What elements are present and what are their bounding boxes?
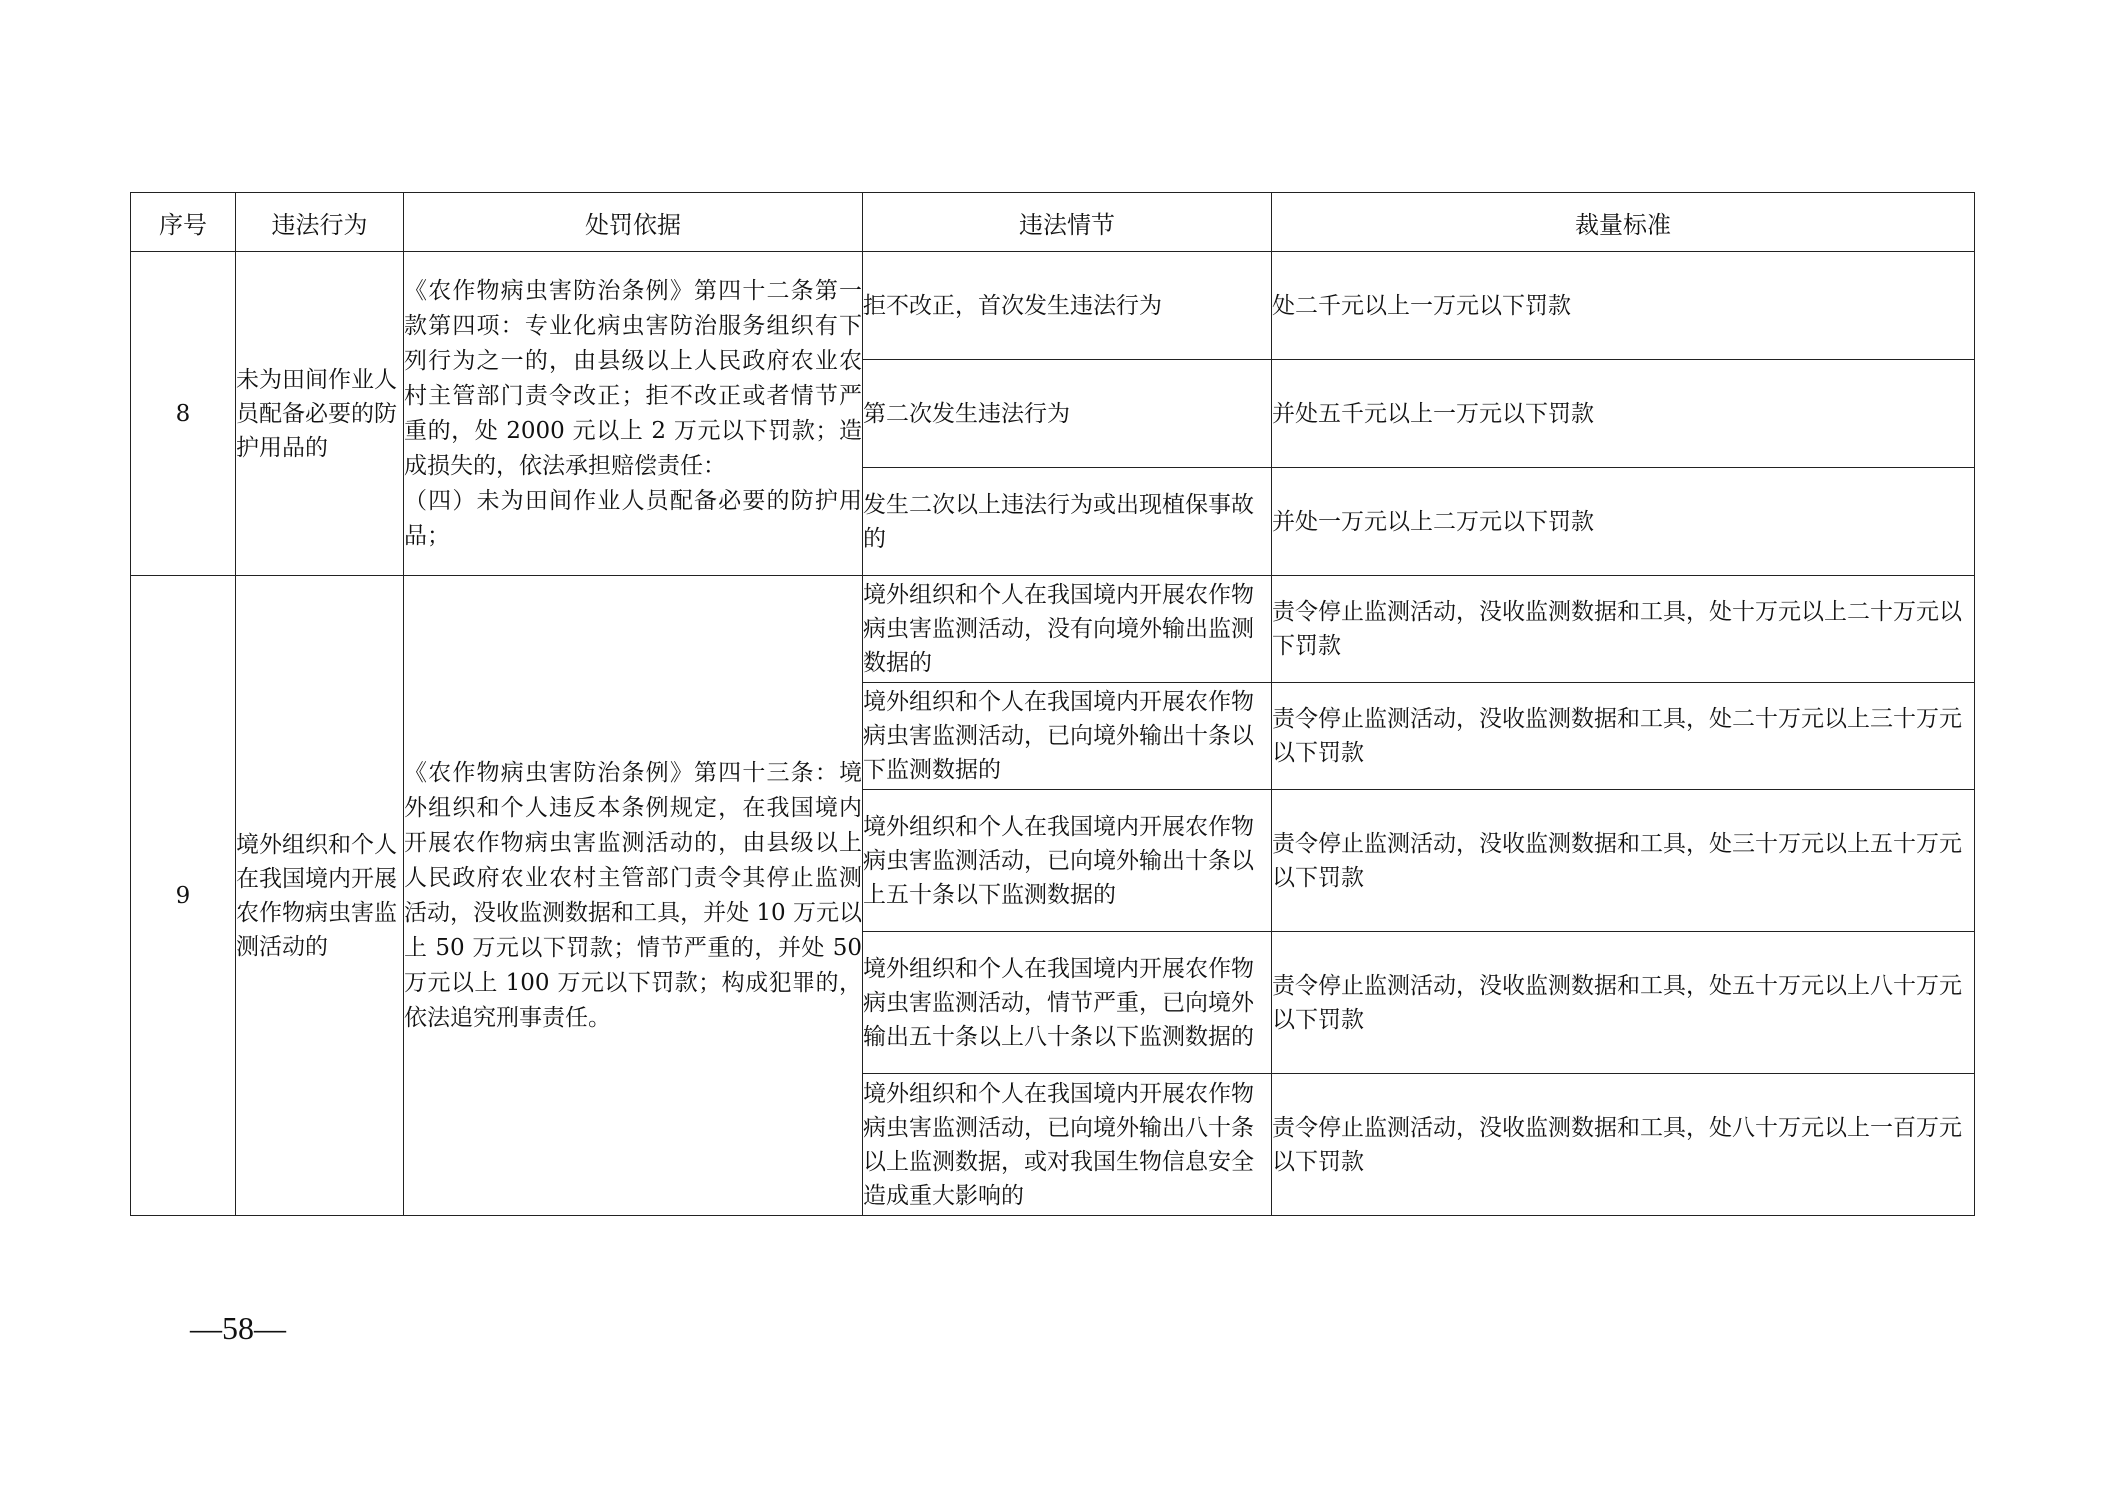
page-number: —58— <box>190 1310 286 1346</box>
standard-cell: 处二千元以上一万元以下罚款 <box>1272 252 1975 360</box>
circumstance-cell: 境外组织和个人在我国境内开展农作物病虫害监测活动，情节严重，已向境外输出五十条以上八十条以下监测数据的 <box>863 932 1272 1074</box>
header-circumstance: 违法情节 <box>863 193 1272 252</box>
penalty-basis <box>404 252 863 576</box>
standard-cell: 责令停止监测活动，没收监测数据和工具，处八十万元以上一百万元以下罚款 <box>1272 1074 1975 1216</box>
header-act: 违法行为 <box>236 193 404 252</box>
table-row <box>131 576 1975 683</box>
row-number: 8 <box>131 252 236 576</box>
standard-cell: 责令停止监测活动，没收监测数据和工具，处五十万元以上八十万元以下罚款 <box>1272 932 1975 1074</box>
circumstance-cell: 发生二次以上违法行为或出现植保事故的 <box>863 468 1272 576</box>
header-row <box>131 193 1975 252</box>
standard-cell: 责令停止监测活动，没收监测数据和工具，处二十万元以上三十万元以下罚款 <box>1272 683 1975 790</box>
header-basis: 处罚依据 <box>404 193 863 252</box>
header-no: 序号 <box>131 193 236 252</box>
circumstance-cell: 境外组织和个人在我国境内开展农作物病虫害监测活动，已向境外输出八十条以上监测数据，或对我国生物信息安全造成重大影响的 <box>863 1074 1272 1216</box>
header-standard: 裁量标准 <box>1272 193 1975 252</box>
violation-act: 未为田间作业人员配备必要的防护用品的 <box>236 252 404 576</box>
penalty-table <box>130 192 1975 1216</box>
circumstance-cell: 境外组织和个人在我国境内开展农作物病虫害监测活动，已向境外输出十条以下监测数据的 <box>863 683 1272 790</box>
circumstance-cell: 第二次发生违法行为 <box>863 360 1272 468</box>
standard-cell: 并处一万元以上二万元以下罚款 <box>1272 468 1975 576</box>
basis-text: 《农作物病虫害防治条例》第四十二条第一款第四项：专业化病虫害防治服务组织有下列行为之一的，由县级以上人民政府农业农村主管部门责令改正；拒不改正或者情节严重的，处 2000 元以上 2 万元以下罚款；造成损失的，依法承担赔偿责任： （四）未为田间作业人员配备必要的防护用品； <box>404 277 862 549</box>
standard-cell: 责令停止监测活动，没收监测数据和工具，处十万元以上二十万元以下罚款 <box>1272 576 1975 683</box>
circumstance-cell: 拒不改正，首次发生违法行为 <box>863 252 1272 360</box>
circumstance-cell: 境外组织和个人在我国境内开展农作物病虫害监测活动，没有向境外输出监测数据的 <box>863 576 1272 683</box>
standard-cell: 责令停止监测活动，没收监测数据和工具，处三十万元以上五十万元以下罚款 <box>1272 790 1975 932</box>
row-number: 9 <box>131 576 236 1216</box>
circumstance-cell: 境外组织和个人在我国境内开展农作物病虫害监测活动，已向境外输出十条以上五十条以下监测数据的 <box>863 790 1272 932</box>
table-row <box>131 252 1975 360</box>
penalty-basis: 《农作物病虫害防治条例》第四十三条：境外组织和个人违反本条例规定，在我国境内开展农作物病虫害监测活动的，由县级以上人民政府农业农村主管部门责令其停止监测活动，没收监测数据和工具，并处 10 万元以上 50 万元以下罚款；情节严重的，并处 50 万元以上 100 万元以下罚款；构成犯罪的，依法追究刑事责任。 <box>404 576 863 1216</box>
standard-cell: 并处五千元以上一万元以下罚款 <box>1272 360 1975 468</box>
violation-act: 境外组织和个人在我国境内开展农作物病虫害监测活动的 <box>236 576 404 1216</box>
